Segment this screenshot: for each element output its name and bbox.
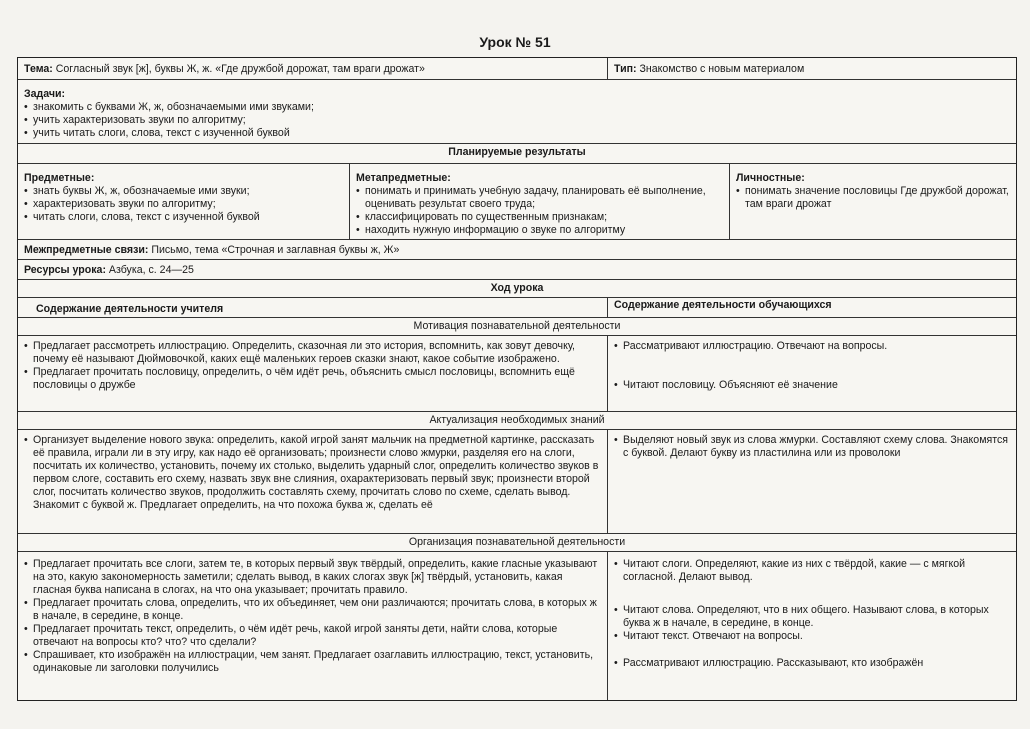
topic-row: [18, 58, 1016, 80]
list-item: • характеризовать звуки по алгоритму;: [24, 198, 343, 211]
student-activity: [608, 552, 1016, 700]
tasks-label: Задачи:: [24, 88, 66, 100]
results-header: Планируемые результаты: [18, 144, 1016, 164]
list-item: • Организует выделение нового звука: определить, какой игрой занят мальчик на предметной картинке, рассказать её правила, играли ли в эту игру, как надо её организовать; произнести слово жмурки, разделяя его на слоги, посчитать их количество, установить, почему их столько, выделить ударный слог, определить количество звуков в первом слоге, составить его схему, назвать звук вне слияния, охарактеризовать первый звук; произнести второй слог, посчитать количество звуков, продолжить составлять схему, прочитать слово по схеме, сделать вывод. Знакомит с буквой ж. Предлагает определить, на что похожа буква ж, сделать её: [24, 434, 601, 512]
list-item: • учить характеризовать звуки по алгоритму;: [24, 114, 1010, 127]
list-item: • Предлагает рассмотреть иллюстрацию. Определить, сказочная ли это история, вспомнить, как зовут девочку, почему её называют Дюймовочкой, каких ещё маленьких героев сказки знают, какое событие изображено.: [24, 340, 601, 366]
list-item: • Читают слоги. Определяют, какие из них с твёрдой, какие — с мягкой согласной. Делают вывод.: [614, 558, 1010, 584]
student-activity: [608, 336, 1016, 411]
meta-label: Метапредметные:: [356, 172, 451, 184]
topic-label: Тема:: [24, 63, 53, 75]
resources-text: Азбука, с. 24—25: [108, 264, 194, 276]
list-item: • Предлагает прочитать текст, определить, о чём идёт речь, какой игрой заняты дети, найти слова, которые отвечают на вопросы кто? что? что сделали?: [24, 623, 601, 649]
teacher-activity: [18, 336, 608, 411]
list-item: • Рассматривают иллюстрацию. Отвечают на вопросы.: [614, 340, 1010, 353]
list-item: • Выделяют новый звук из слова жмурки. Составляют схему слова. Знакомятся с буквой. Делают букву из пластилина или из проволоки: [614, 434, 1010, 460]
lesson-title: Урок № 51: [479, 34, 551, 50]
list-item: • понимать и принимать учебную задачу, планировать её выполнение, оценивать результат своего труда;: [356, 185, 723, 211]
topic-cell: [18, 58, 608, 79]
tasks-row: [18, 80, 1016, 144]
results-row: [18, 164, 1016, 240]
list-item: • Спрашивает, кто изображён на иллюстрации, чем занят. Предлагает озаглавить иллюстрацию, текст, установить, одинаковые ли заголовки получились: [24, 649, 601, 675]
section-row: [18, 336, 1016, 412]
lesson-header: Ход урока: [18, 280, 1016, 298]
list-item: • Предлагает прочитать слова, определить, что их объединяет, чем они различаются; прочитать слова, в которых ж в начале, в середине, в конце.: [24, 597, 601, 623]
interdisciplinary-text: Письмо, тема «Строчная и заглавная буквы ж, Ж»: [151, 244, 400, 256]
tasks-list: [24, 101, 1010, 140]
list-item: • Читают пословицу. Объясняют её значение: [614, 379, 1010, 392]
list-item: • Читают слова. Определяют, что в них общего. Называют слова, в которых буква ж в начале, в середине, в конце.: [614, 604, 1010, 630]
list-item: • Предлагает прочитать пословицу, определить, о чём идёт речь, объяснить смысл пословицы, вспомнить ещё пословицы о дружбе: [24, 366, 601, 392]
interdisciplinary-row: [18, 240, 1016, 260]
list-item: • классифицировать по существенным признакам;: [356, 211, 723, 224]
resources-label: Ресурсы урока:: [24, 264, 106, 276]
list-item: • Рассматривают иллюстрацию. Рассказывают, кто изображён: [614, 657, 1010, 670]
list-item: • находить нужную информацию о звуке по алгоритму: [356, 224, 723, 237]
interdisciplinary-label: Межпредметные связи:: [24, 244, 149, 256]
teacher-header: Содержание деятельности учителя: [18, 298, 608, 317]
section-title: Мотивация познавательной деятельности: [18, 318, 1016, 336]
subject-results: [18, 164, 350, 239]
meta-results: [350, 164, 730, 239]
list-item: • Читают текст. Отвечают на вопросы.: [614, 630, 1010, 643]
list-item: • читать слоги, слова, текст с изученной буквой: [24, 211, 343, 224]
personal-results: [730, 164, 1016, 239]
subject-label: Предметные:: [24, 172, 95, 184]
student-activity: [608, 430, 1016, 533]
student-header: Содержание деятельности обучающихся: [614, 299, 832, 311]
type-cell: [608, 58, 1016, 79]
resources-row: [18, 260, 1016, 280]
section-title: Организация познавательной деятельности: [18, 534, 1016, 552]
personal-label: Личностные:: [736, 172, 805, 184]
list-item: • знакомить с буквами Ж, ж, обозначаемыми ими звуками;: [24, 101, 1010, 114]
section-title: Актуализация необходимых знаний: [18, 412, 1016, 430]
list-item: • Предлагает прочитать все слоги, затем те, в которых первый звук твёрдый, определить, какие гласные указывают на это, какую закономерность заметили; сделать вывод, в каких слогах звук [ж] твёрдый, установить, какая гласная буква написана в слогах, на что она указывает; прочитать правило.: [24, 558, 601, 597]
list-item: • понимать значение пословицы Где дружбой дорожат, там враги дрожат: [736, 185, 1010, 211]
section-row: [18, 430, 1016, 534]
list-item: • знать буквы Ж, ж, обозначаемые ими звуки;: [24, 185, 343, 198]
teacher-activity: [18, 552, 608, 700]
section-row: [18, 552, 1016, 700]
teacher-activity: [18, 430, 608, 533]
topic-text: Согласный звук [ж], буквы Ж, ж. «Где дружбой дорожат, там враги дрожат»: [55, 63, 425, 75]
lesson-columns-header: [18, 298, 1016, 318]
list-item: • учить читать слоги, слова, текст с изученной буквой: [24, 127, 1010, 140]
lesson-plan-table: [17, 57, 1017, 701]
type-text: Знакомство с новым материалом: [639, 63, 805, 75]
type-label: Тип:: [614, 63, 637, 75]
